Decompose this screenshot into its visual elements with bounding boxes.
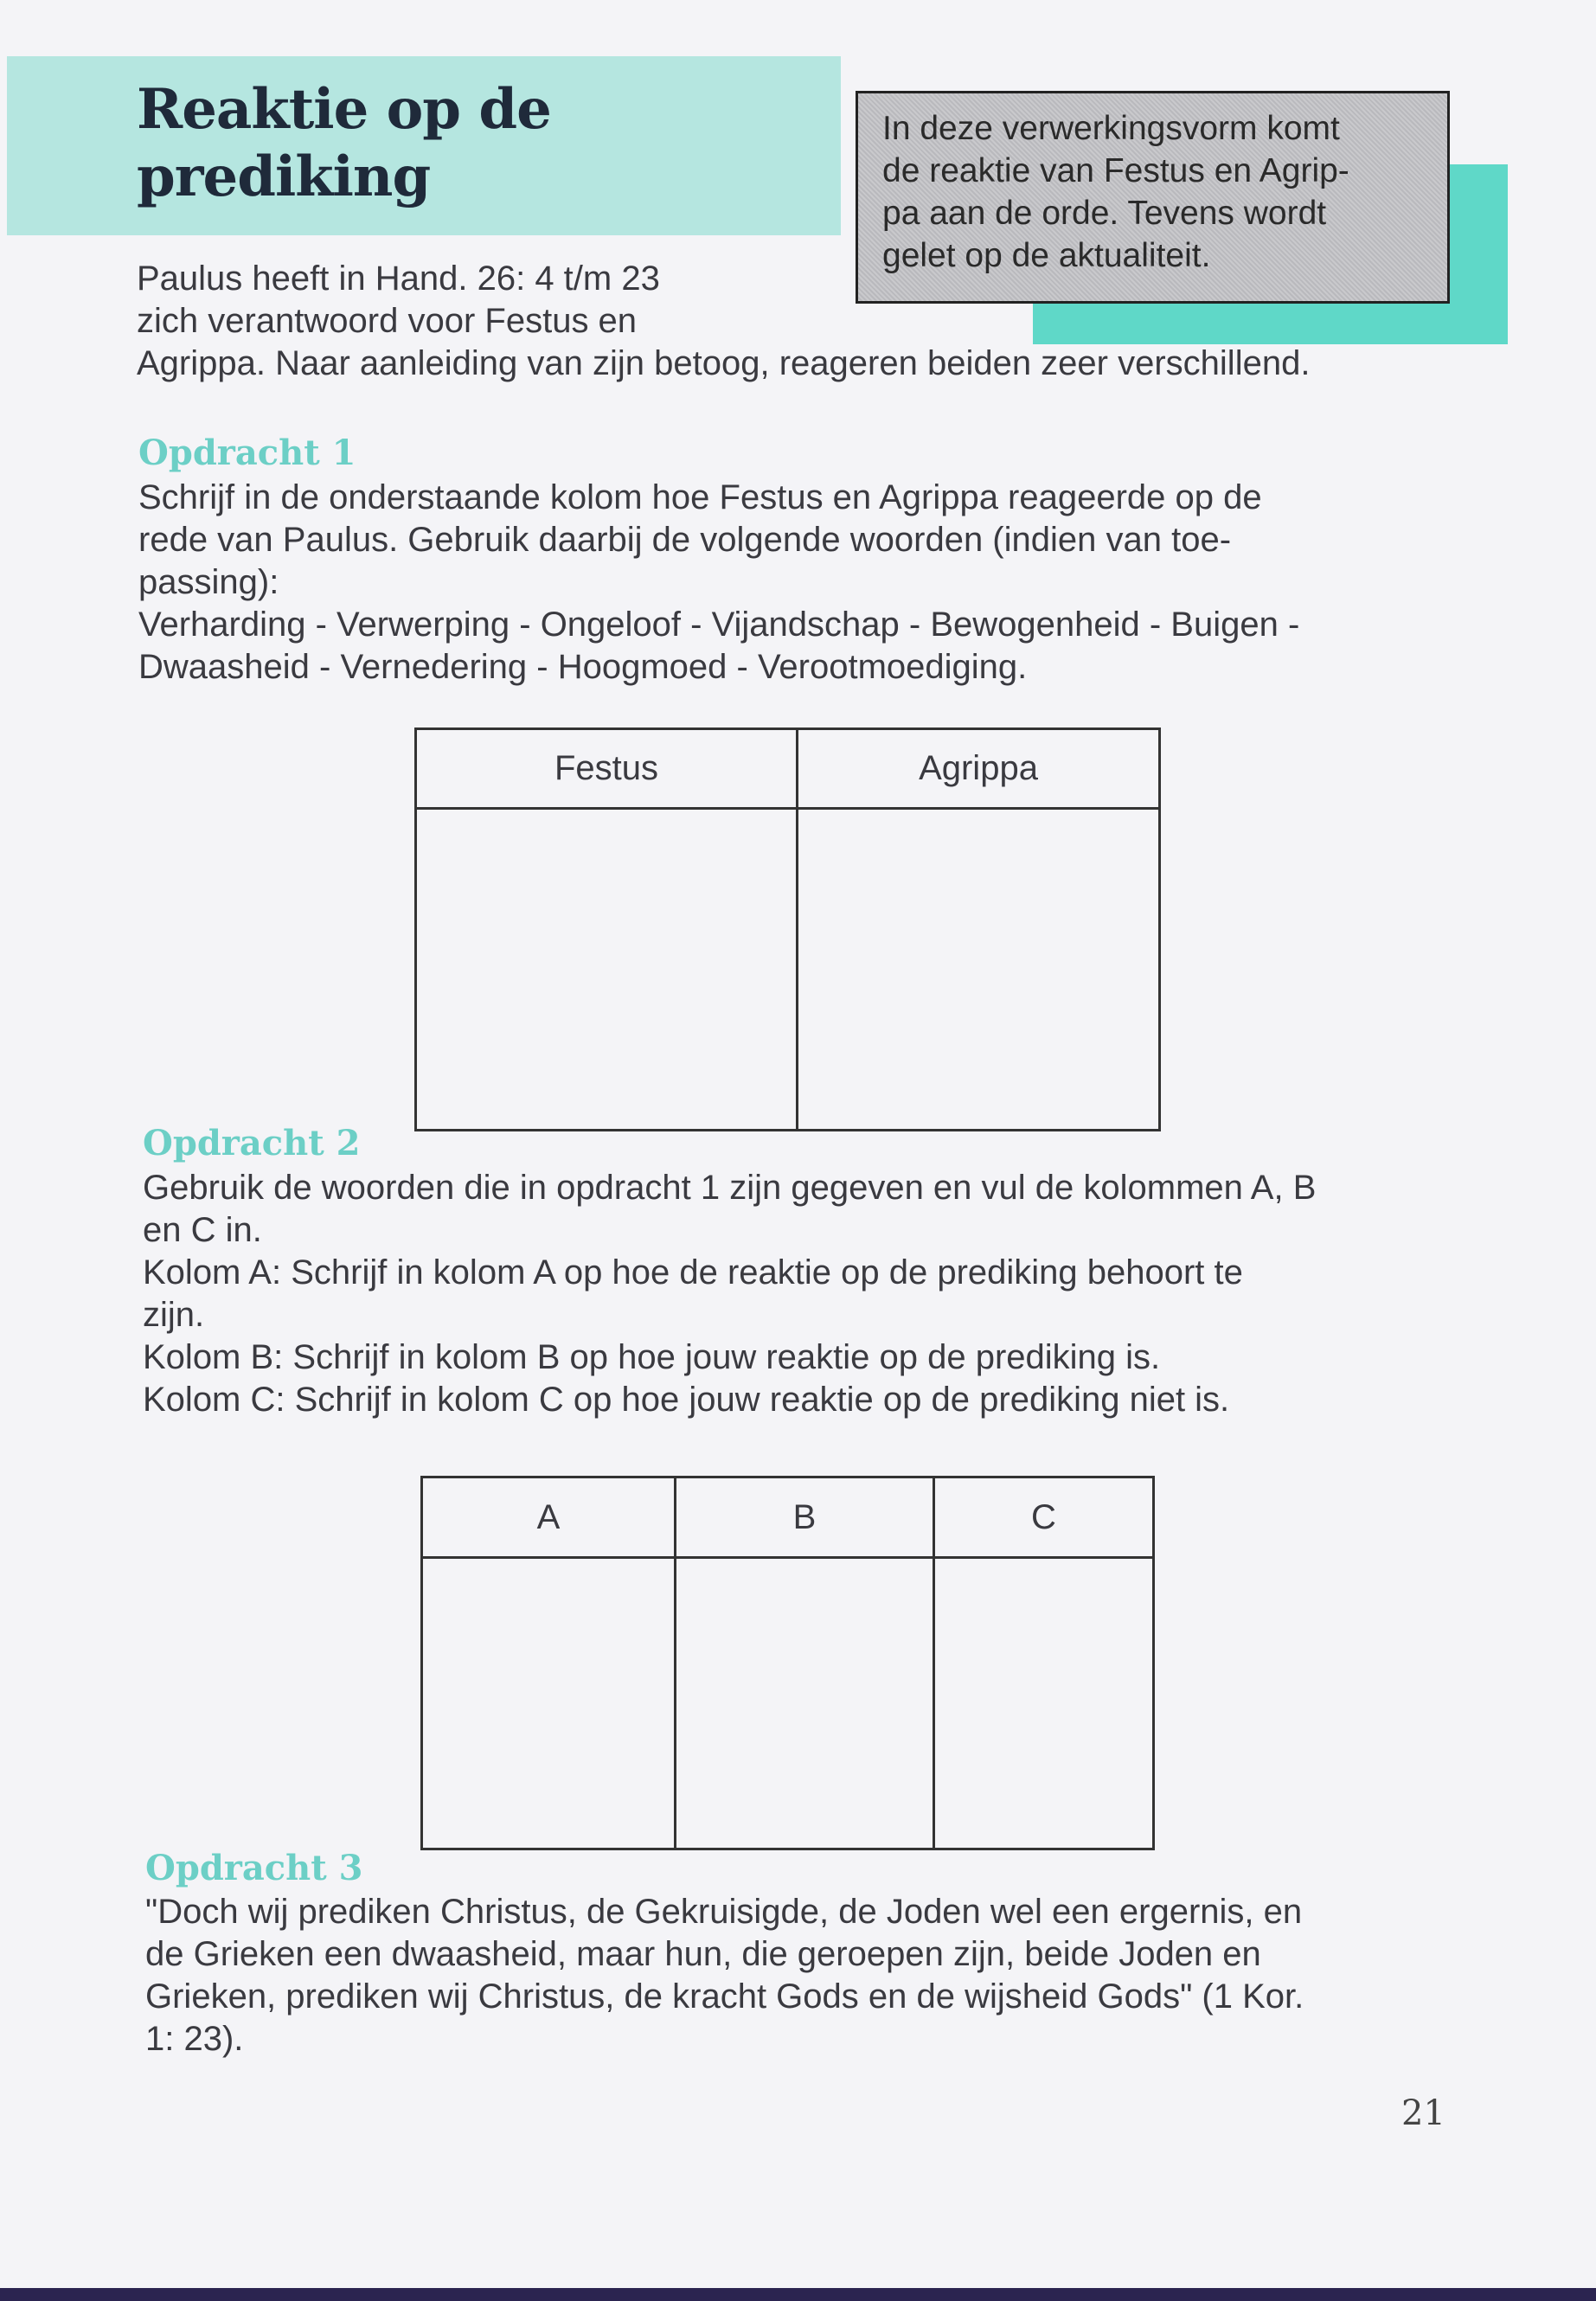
column-b-cell[interactable]	[676, 1558, 934, 1849]
table-header-a: A	[422, 1477, 676, 1558]
opdracht2-text	[143, 1167, 1316, 1421]
text-line: Grieken, prediken wij Christus, de kracht Gods en de wijsheid Gods" (1 Kor.	[145, 1977, 1304, 2016]
table-header-festus: Festus	[416, 729, 798, 809]
text-line: Verharding - Verwerping - Ongeloof - Vijandschap - Bewogenheid - Buigen -	[138, 606, 1300, 644]
opdracht1-heading: Opdracht 1	[138, 433, 356, 473]
text-line: passing):	[138, 563, 279, 601]
paragraph-line: Agrippa. Naar aanleiding van zijn betoog, reageren beiden zeer verschillend.	[137, 344, 1311, 382]
title-line: prediking	[137, 144, 431, 209]
text-line: Schrijf in de onderstaande kolom hoe Festus en Agrippa reageerde op de	[138, 478, 1262, 516]
festus-answer-cell[interactable]	[416, 809, 798, 1131]
text-line: rede van Paulus. Gebruik daarbij de volgende woorden (indien van toe-	[138, 521, 1232, 559]
column-c-cell[interactable]	[934, 1558, 1154, 1849]
page-edge	[0, 2288, 1596, 2301]
opdracht3-text	[145, 1891, 1304, 2061]
table-header-b: B	[676, 1477, 934, 1558]
text-line: zijn.	[143, 1296, 205, 1334]
paragraph-line: zich verantwoord voor Festus en	[137, 302, 638, 340]
intro-line: In deze verwerkingsvorm komt	[882, 110, 1340, 147]
agrippa-answer-cell[interactable]	[798, 809, 1160, 1131]
column-a-cell[interactable]	[422, 1558, 676, 1849]
title-line: Reaktie op de	[137, 77, 551, 142]
text-line: en C in.	[143, 1211, 262, 1249]
intro-line: gelet op de aktualiteit.	[882, 237, 1211, 274]
intro-line: pa aan de orde. Tevens wordt	[882, 195, 1327, 232]
text-line: Kolom B: Schrijf in kolom B op hoe jouw reaktie op de prediking is.	[143, 1338, 1161, 1376]
text-line: Kolom A: Schrijf in kolom A op hoe de reaktie op de prediking behoort te	[143, 1253, 1243, 1292]
text-line: de Grieken een dwaasheid, maar hun, die geroepen zijn, beide Joden en	[145, 1935, 1261, 1973]
text-line: "Doch wij prediken Christus, de Gekruisigde, de Joden wel een ergernis, en	[145, 1893, 1303, 1931]
intro-paragraph	[137, 258, 1310, 385]
text-line: Dwaasheid - Vernedering - Hoogmoed - Verootmoediging.	[138, 648, 1028, 686]
text-line: 1: 23).	[145, 2020, 244, 2058]
table-header-c: C	[934, 1477, 1154, 1558]
text-line: Gebruik de woorden die in opdracht 1 zijn gegeven en vul de kolommen A, B	[143, 1169, 1317, 1207]
table-header-agrippa: Agrippa	[798, 729, 1160, 809]
opdracht2-heading: Opdracht 2	[143, 1123, 361, 1163]
text-line: Kolom C: Schrijf in kolom C op hoe jouw reaktie op de prediking niet is.	[143, 1381, 1230, 1419]
page-title	[137, 76, 551, 211]
festus-agrippa-table	[414, 727, 1161, 1131]
intro-line: de reaktie van Festus en Agrip-	[882, 152, 1349, 189]
page-number: 21	[1401, 2093, 1445, 2133]
opdracht1-text	[138, 477, 1299, 689]
opdracht3-heading: Opdracht 3	[145, 1848, 363, 1888]
abc-table	[420, 1476, 1155, 1850]
paragraph-line: Paulus heeft in Hand. 26: 4 t/m 23	[137, 260, 660, 298]
